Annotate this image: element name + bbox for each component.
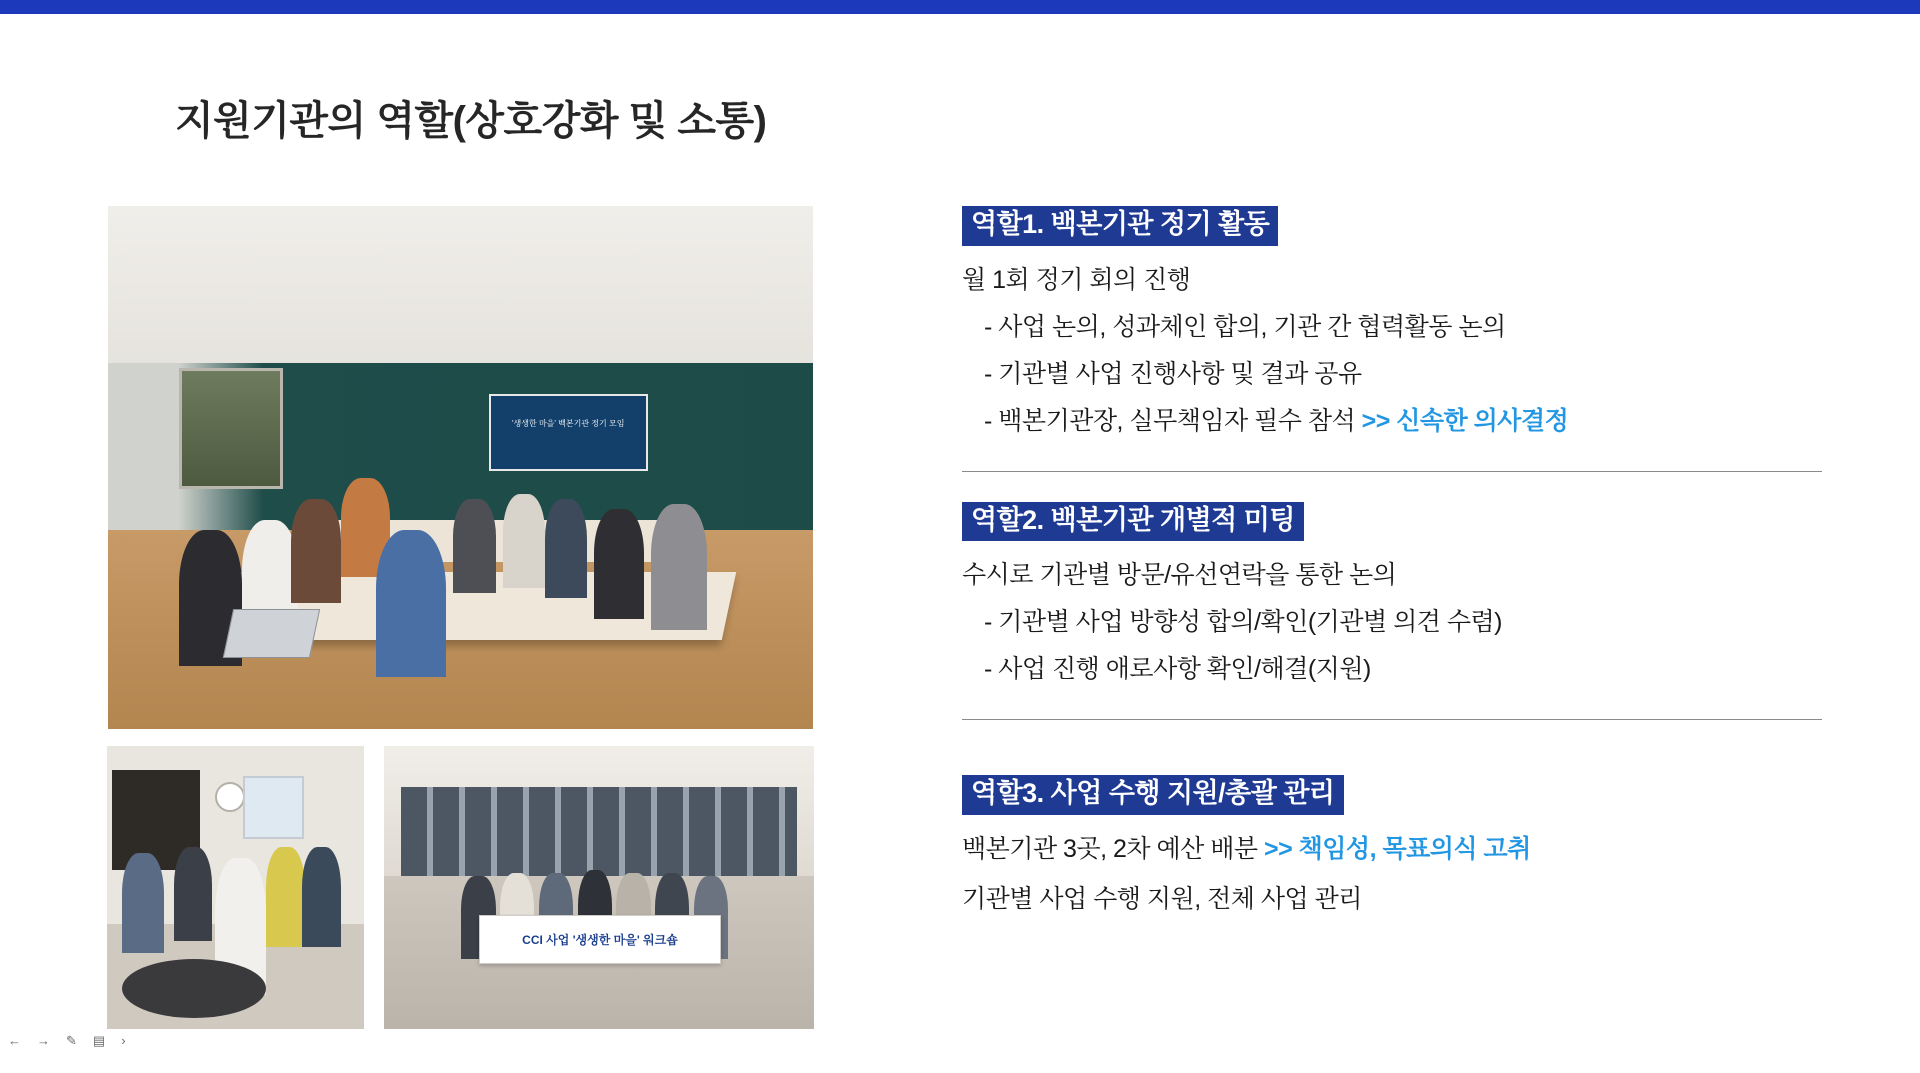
photo-person [453, 499, 495, 593]
photo-person [376, 530, 447, 676]
photo-windows [401, 787, 797, 876]
photo-person [594, 509, 643, 619]
photo-roundtable-meeting [108, 206, 813, 729]
chevron-right-icon[interactable]: › [121, 1032, 126, 1048]
section-1-lead: 월 1회 정기 회의 진행 [962, 265, 1191, 294]
slide-canvas [0, 14, 1920, 1051]
section-3-lead [962, 829, 1832, 865]
arrow-right-icon[interactable]: → [37, 1032, 50, 1048]
photo-laptop [223, 609, 320, 658]
page-title: 지원기관의 역할(상호강화 및 소통) [175, 99, 767, 143]
photo-poster [243, 776, 304, 839]
divider-1 [962, 471, 1822, 472]
section-1-bullet-3-accent: >> 신속한 의사결정 [1361, 406, 1569, 435]
photo-clock [215, 782, 245, 812]
statusbar [0, 1029, 1920, 1051]
section-2-bullet-2: - 사업 진행 애로사항 확인/해결(지원) [984, 655, 1371, 684]
section-2-heading: 역할2. 백본기관 개별적 미팅 [962, 502, 1304, 542]
slide-content [962, 206, 1832, 915]
pencil-icon[interactable]: ✎ [66, 1032, 77, 1048]
photo-person [651, 504, 707, 630]
page-icon[interactable]: ▤ [92, 1032, 106, 1048]
photo-person [174, 847, 213, 942]
section-1-bullet-3-text: - 백본기관장, 실무책임자 필수 참석 [984, 406, 1362, 435]
divider-2 [962, 719, 1822, 720]
photo-person [302, 847, 341, 948]
photo-workshop-group [384, 746, 814, 1042]
section-1-bullet-1: - 사업 논의, 성과체인 합의, 기관 간 협력활동 논의 [984, 312, 1506, 341]
arrow-left-icon[interactable]: ← [8, 1032, 21, 1048]
photo-person [122, 853, 163, 954]
photo-person [266, 847, 305, 948]
section-2-bullet-1: - 기관별 사업 방향성 합의/확인(기관별 의견 수렴) [984, 608, 1502, 637]
section-1-heading: 역할1. 백본기관 정기 활동 [962, 206, 1278, 246]
photo-projection-screen [489, 394, 648, 471]
section-3-lead-accent: >> 책임성, 목표의식 고취 [1263, 835, 1531, 864]
section-role-3 [962, 775, 1832, 915]
section-role-2 [962, 502, 1832, 721]
section-2-lead: 수시로 기관별 방문/유선연락을 통한 논의 [962, 561, 1397, 590]
photo-person [291, 499, 340, 604]
photo-window [179, 368, 284, 489]
photo-table [122, 959, 266, 1018]
top-accent-bar [0, 0, 1920, 14]
section-1-bullet-2: - 기관별 사업 진행사항 및 결과 공유 [984, 359, 1362, 388]
section-3-heading: 역할3. 사업 수행 지원/총괄 관리 [962, 775, 1344, 815]
photo-screen-caption: '생생한 마을' 백본기관 정기 모임 [512, 419, 625, 429]
photo-person [545, 499, 587, 598]
section-1-bullet-3 [962, 401, 1832, 437]
section-3-lead-text: 백본기관 3곳, 2차 예산 배분 [962, 835, 1264, 864]
section-role-1 [962, 206, 1832, 472]
photo-small-group-discussion [107, 746, 364, 1042]
photo-banner-text: CCI 사업 '생생한 마을' 워크숍 [479, 915, 722, 964]
photo-person [503, 494, 545, 588]
section-3-bullet-1: 기관별 사업 수행 지원, 전체 사업 관리 [962, 885, 1362, 914]
